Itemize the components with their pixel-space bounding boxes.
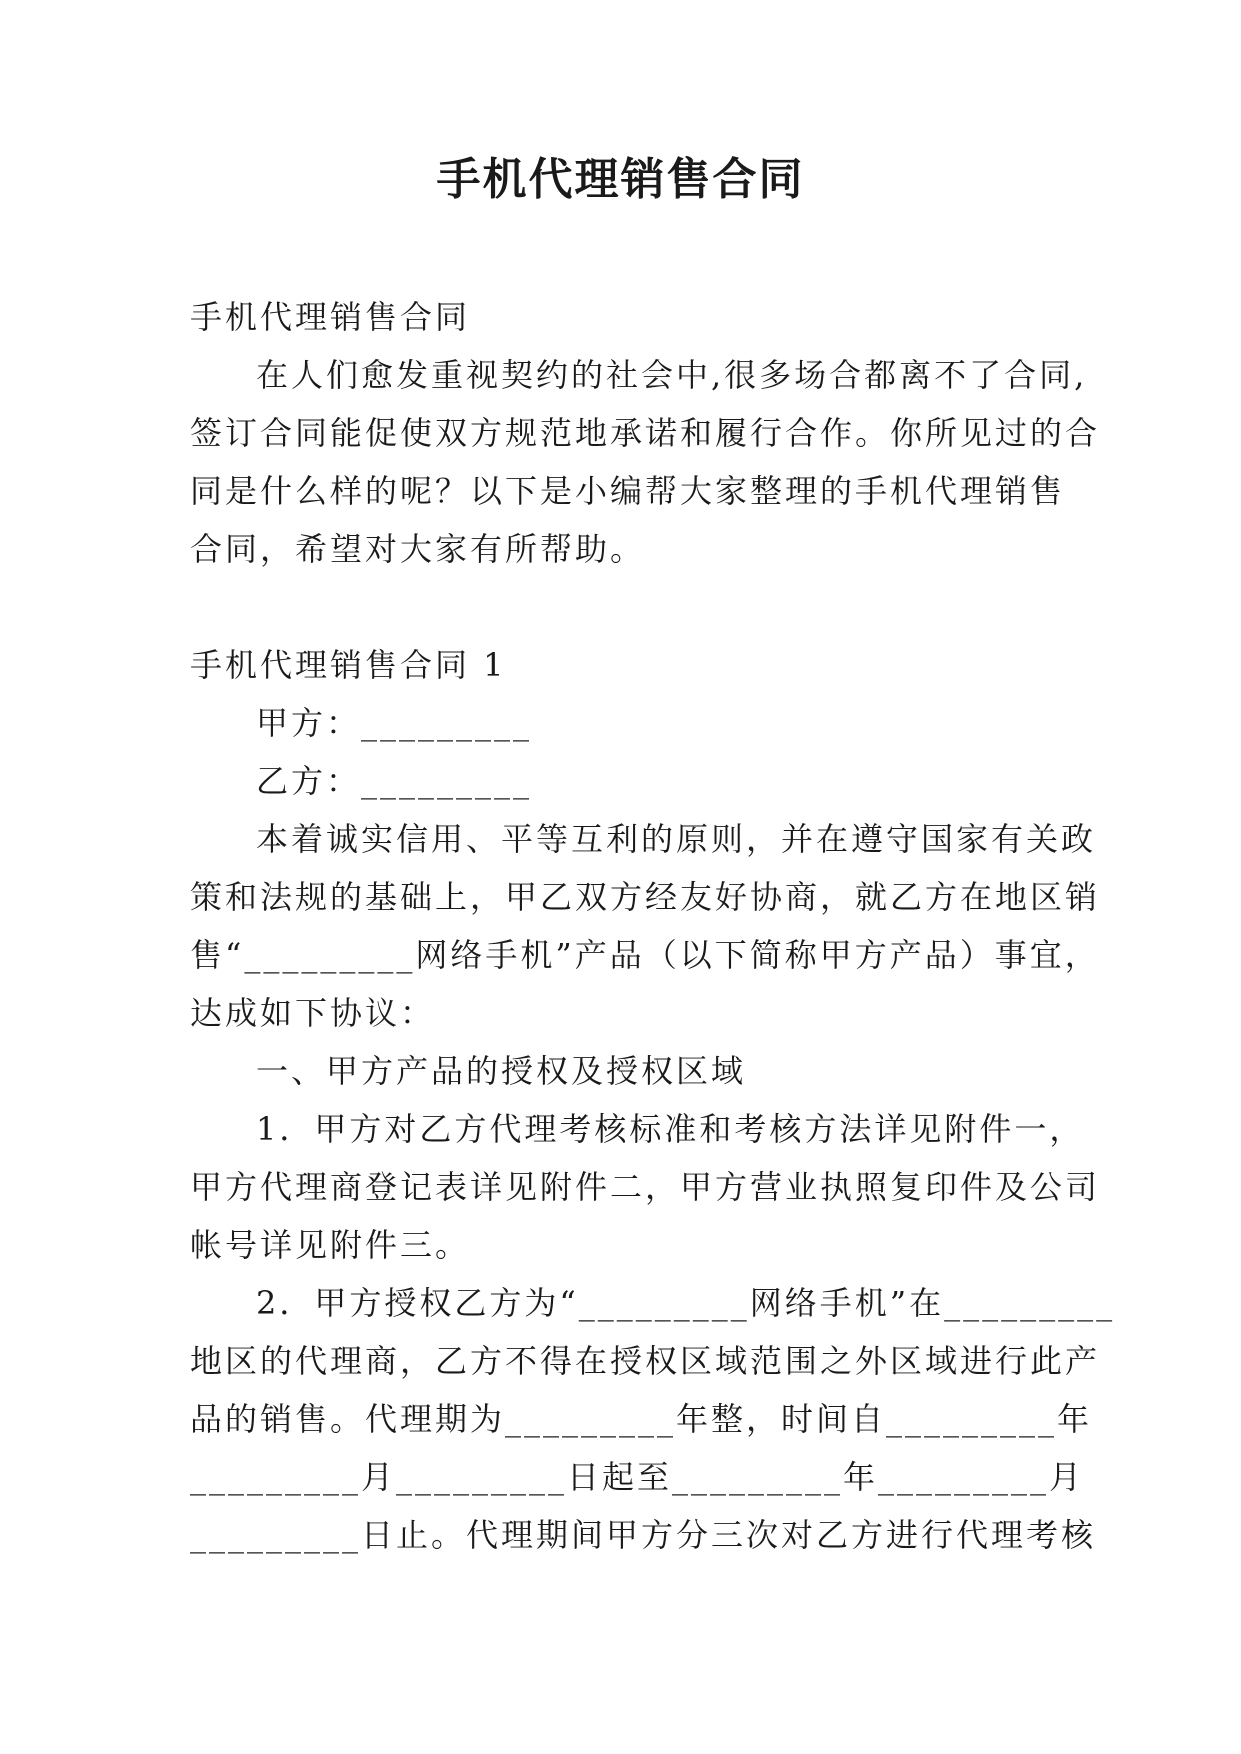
preamble-line: 本着诚实信用、平等互利的原则，并在遵守国家有关政 — [256, 820, 1097, 858]
clause1-line: 帐号详见附件三。 — [190, 1226, 471, 1264]
party-a: 甲方：_________ — [256, 704, 533, 742]
document-title: 手机代理销售合同 — [436, 154, 805, 205]
subtitle: 手机代理销售合同 — [190, 298, 471, 336]
intro-line: 签订合同能促使双方规范地承诺和履行合作。你所见过的合 — [190, 414, 1101, 452]
clause2-line: _________月_________日起至_________年_________月 — [190, 1458, 1085, 1496]
spacer — [190, 578, 1060, 636]
preamble-line: 达成如下协议： — [190, 994, 436, 1032]
preamble-line: 售“_________网络手机”产品（以下简称甲方产品）事宜， — [190, 936, 1100, 974]
clause2-line: 2．甲方授权乙方为“_________网络手机”在_________ — [256, 1284, 1116, 1322]
clause2-line: _________日止。代理期间甲方分三次对乙方进行代理考核 — [190, 1516, 1097, 1554]
intro-line: 在人们愈发重视契约的社会中,很多场合都离不了合同, — [256, 356, 1088, 394]
party-b: 乙方：_________ — [256, 762, 533, 800]
clause1-line: 甲方代理商登记表详见附件二，甲方营业执照复印件及公司 — [190, 1168, 1101, 1206]
intro-line: 同是什么样的呢？以下是小编帮大家整理的手机代理销售 — [190, 472, 1066, 510]
clause2-line: 地区的代理商，乙方不得在授权区域范围之外区域进行此产 — [190, 1342, 1101, 1380]
clause1-line: 1．甲方对乙方代理考核标准和考核方法详见附件一， — [256, 1110, 1085, 1148]
document-body — [190, 288, 1116, 1564]
section-heading: 手机代理销售合同 1 — [190, 646, 507, 684]
clause2-line: 品的销售。代理期为_________年整，时间自_________年 — [190, 1400, 1093, 1438]
intro-line: 合同，希望对大家有所帮助。 — [190, 530, 646, 568]
preamble-line: 策和法规的基础上，甲乙双方经友好协商，就乙方在地区销 — [190, 878, 1101, 916]
clause-heading: 一、甲方产品的授权及授权区域 — [256, 1052, 747, 1090]
